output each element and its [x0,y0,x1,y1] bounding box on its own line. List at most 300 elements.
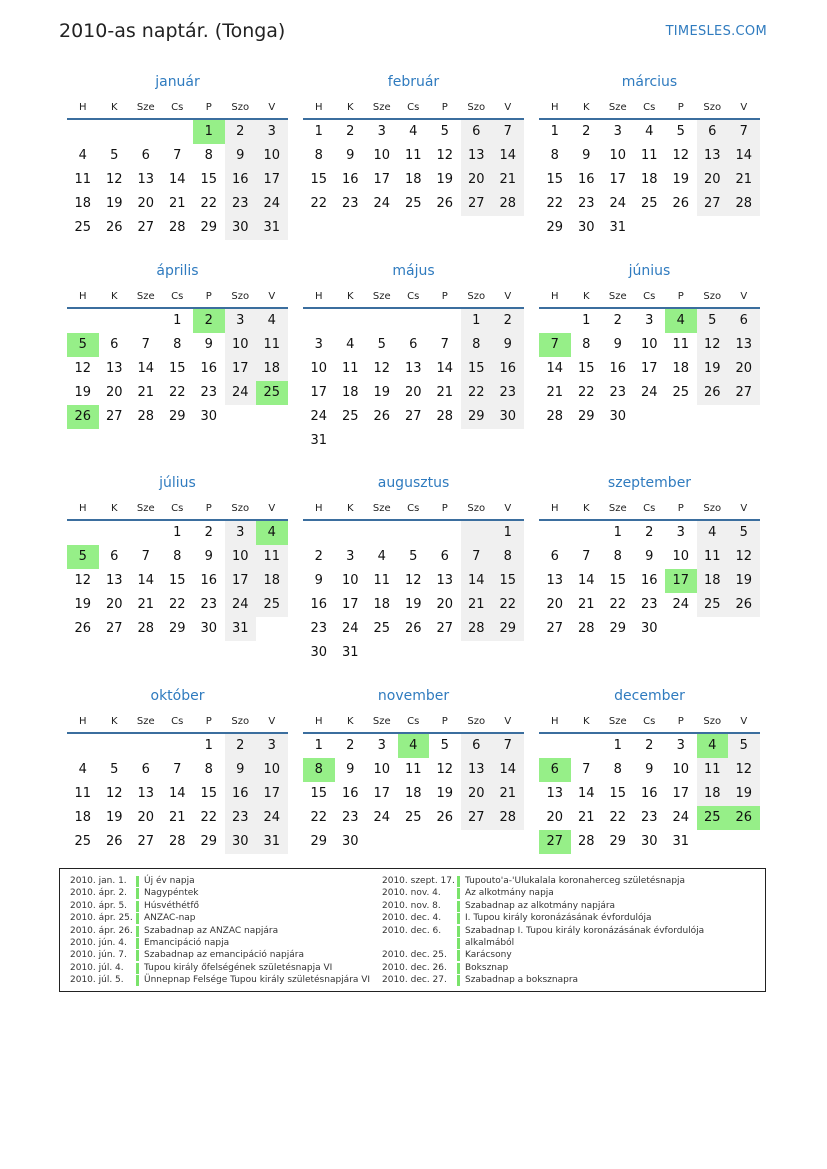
day-cell: 8 [314,148,323,163]
weekday-header [303,287,524,309]
weekday-label: Cs [171,102,184,113]
day-blank [398,521,430,545]
day-cell: 5 [440,738,449,753]
day-cell: 2 [346,738,355,753]
day-cell: 30 [200,621,218,636]
day-cell: 8 [461,333,493,357]
day-cell: 22 [200,196,218,211]
weekday-label: K [346,503,354,514]
day-cell: 21 [577,597,595,612]
legend-left-column [70,875,370,987]
weekday-label: P [441,102,448,113]
day-cell: 19 [728,782,760,806]
month-7 [303,473,524,665]
month-0 [67,72,288,240]
day-grid [539,120,760,240]
day-cell: 13 [546,786,564,801]
day-cell: 1 [613,738,622,753]
day-cell: 18 [640,172,658,187]
day-cell: 7 [728,120,760,144]
holiday-day: 17 [665,569,697,593]
day-blank [130,734,162,758]
legend-right-column [382,875,704,987]
weekday-label: Cs [171,291,184,302]
day-cell: 22 [461,381,493,405]
day-cell: 5 [697,309,729,333]
day-cell: 17 [310,385,328,400]
day-cell: 28 [577,621,595,636]
day-blank [130,120,162,144]
day-cell: 19 [436,172,454,187]
day-cell: 12 [436,148,454,163]
day-cell: 17 [373,172,391,187]
day-blank [571,521,603,545]
day-cell: 25 [697,593,729,617]
day-cell: 9 [314,573,323,588]
day-cell: 23 [225,192,257,216]
day-cell: 21 [492,782,524,806]
legend-holiday-name: Ünnepnap Felsége Tupou király születésnapjára VI [144,975,371,986]
day-cell: 19 [105,196,123,211]
day-cell: 25 [672,385,690,400]
weekday-label: K [346,716,354,727]
day-cell: 19 [74,385,92,400]
day-cell: 5 [728,521,760,545]
weekday-label: K [582,102,590,113]
legend-color-bar [136,975,139,986]
day-cell: 25 [74,834,92,849]
day-cell: 16 [225,168,257,192]
weekday-label: Cs [171,716,184,727]
day-cell: 29 [492,617,524,641]
day-cell: 26 [74,621,92,636]
day-cell: 24 [640,385,658,400]
day-cell: 5 [728,734,760,758]
day-cell: 5 [676,124,685,139]
day-blank [130,309,162,333]
day-cell: 24 [310,409,328,424]
day-cell: 19 [728,569,760,593]
legend-date: 2010. jún. 7. [70,950,127,961]
day-cell: 12 [728,545,760,569]
day-cell: 23 [225,806,257,830]
day-grid [303,120,524,216]
legend-holiday-name: Új év napja [144,876,195,886]
day-cell: 14 [461,569,493,593]
weekday-label: Szo [467,503,486,514]
day-blank [99,521,131,545]
day-cell: 14 [168,172,186,187]
weekday-label: H [78,102,87,113]
legend-holiday-name: Boksznap [465,962,509,973]
day-cell: 21 [546,385,564,400]
day-cell: 22 [492,593,524,617]
weekday-label: K [110,716,118,727]
day-cell: 18 [373,597,391,612]
day-blank [67,120,99,144]
day-cell: 18 [341,385,359,400]
legend-row [70,949,370,961]
weekday-label: V [504,291,512,302]
weekday-label: Sze [136,102,155,113]
weekday-label: P [205,291,212,302]
weekday-label: Cs [643,291,656,302]
day-cell: 9 [204,549,213,564]
day-cell: 27 [137,834,155,849]
day-blank [99,309,131,333]
legend-date: 2010. dec. 26. [382,962,447,973]
day-grid [539,734,760,854]
day-cell: 4 [78,148,87,163]
weekday-label: Sze [136,716,155,727]
day-cell: 14 [137,361,155,376]
weekday-header [303,712,524,734]
legend-date: 2010. szept. 17. [382,876,455,886]
legend-date: 2010. júl. 4. [70,962,124,973]
day-cell: 14 [546,361,564,376]
day-cell: 2 [582,124,591,139]
day-cell: 20 [546,597,564,612]
day-cell: 15 [609,573,627,588]
month-4 [303,261,524,453]
day-cell: 13 [137,786,155,801]
legend-holiday-name: Szabadnap I. Tupou király koronázásának évfordulója [465,925,705,936]
day-cell: 31 [672,834,690,849]
day-cell: 21 [137,385,155,400]
day-cell: 26 [404,621,422,636]
day-cell: 28 [577,834,595,849]
day-cell: 11 [373,573,391,588]
day-cell: 20 [105,385,123,400]
day-cell: 27 [461,192,493,216]
holiday-day: 1 [193,120,225,144]
day-cell: 28 [436,409,454,424]
day-cell: 10 [672,549,690,564]
legend-date: 2010. dec. 6. [382,925,442,936]
weekday-label: V [504,102,512,113]
weekday-label: V [268,716,276,727]
day-cell: 2 [314,549,323,564]
day-cell: 29 [546,220,564,235]
month-1 [303,72,524,216]
weekday-label: Sze [608,503,627,514]
day-cell: 9 [582,148,591,163]
day-cell: 3 [314,337,323,352]
day-cell: 8 [550,148,559,163]
day-cell: 24 [225,593,257,617]
day-cell: 1 [582,313,591,328]
day-cell: 6 [409,337,418,352]
day-cell: 24 [256,192,288,216]
legend-date: 2010. dec. 27. [382,975,447,986]
weekday-label: K [346,291,354,302]
legend-color-bar [136,938,139,949]
weekday-label: Sze [372,102,391,113]
legend-row [70,875,370,887]
day-cell: 17 [341,597,359,612]
day-blank [461,521,493,545]
holiday-day: 25 [256,381,288,405]
day-cell: 6 [728,309,760,333]
day-cell: 22 [546,196,564,211]
day-cell: 21 [137,597,155,612]
legend-holiday-name: Karácsony [465,950,512,961]
day-cell: 9 [613,337,622,352]
day-cell: 14 [577,786,595,801]
day-cell: 9 [225,144,257,168]
day-cell: 26 [697,381,729,405]
legend-row [382,887,704,899]
day-cell: 11 [404,762,422,777]
day-cell: 7 [141,337,150,352]
day-cell: 15 [168,361,186,376]
day-grid [539,521,760,641]
day-cell: 14 [137,573,155,588]
weekday-header [67,499,288,521]
day-cell: 6 [461,120,493,144]
day-cell: 26 [105,834,123,849]
day-grid [67,521,288,641]
legend-row [70,937,370,949]
day-cell: 12 [728,758,760,782]
weekday-label: H [314,291,323,302]
day-cell: 5 [409,549,418,564]
legend-row [382,962,704,974]
legend-row [382,875,704,887]
legend-color-bar [136,888,139,899]
weekday-label: Szo [231,503,250,514]
day-blank [539,521,571,545]
day-grid [303,309,524,453]
holiday-legend [59,868,766,992]
day-cell: 28 [461,617,493,641]
day-cell: 2 [204,525,213,540]
weekday-label: H [550,716,559,727]
legend-color-bar [457,901,460,912]
day-cell: 2 [613,313,622,328]
weekday-label: V [740,503,748,514]
day-cell: 3 [225,309,257,333]
legend-color-bar [136,926,139,937]
day-cell: 7 [461,545,493,569]
day-cell: 10 [225,333,257,357]
day-cell: 4 [697,521,729,545]
day-cell: 7 [141,549,150,564]
weekday-header [539,712,760,734]
weekday-label: P [441,291,448,302]
day-cell: 20 [461,782,493,806]
day-cell: 18 [404,786,422,801]
day-blank [366,309,398,333]
weekday-label: P [205,102,212,113]
day-cell: 16 [577,172,595,187]
day-cell: 12 [404,573,422,588]
day-cell: 12 [105,172,123,187]
day-cell: 30 [225,216,257,240]
legend-color-bar [457,950,460,961]
day-cell: 9 [225,758,257,782]
legend-row [382,900,704,912]
weekday-header [539,98,760,120]
day-cell: 13 [461,144,493,168]
day-cell: 23 [492,381,524,405]
day-cell: 23 [200,597,218,612]
day-cell: 30 [640,621,658,636]
day-blank [539,309,571,333]
day-cell: 12 [74,573,92,588]
day-cell: 20 [728,357,760,381]
day-blank [67,309,99,333]
day-cell: 18 [672,361,690,376]
day-cell: 3 [613,124,622,139]
day-cell: 11 [74,786,92,801]
month-3 [67,261,288,429]
weekday-label: P [205,716,212,727]
day-cell: 3 [676,525,685,540]
day-cell: 23 [577,196,595,211]
legend-holiday-name: Szabadnap a boksznapra [465,975,579,986]
day-grid [539,309,760,429]
day-cell: 12 [105,786,123,801]
day-cell: 19 [105,810,123,825]
day-cell: 8 [582,337,591,352]
day-cell: 16 [640,786,658,801]
day-cell: 8 [613,762,622,777]
day-cell: 11 [256,545,288,569]
day-cell: 31 [256,830,288,854]
weekday-header [67,287,288,309]
legend-holiday-name: I. Tupou király koronázásának évfordulója [465,913,652,924]
day-cell: 26 [728,593,760,617]
day-cell: 20 [137,810,155,825]
legend-row [70,974,370,986]
day-cell: 1 [613,525,622,540]
day-cell: 22 [310,810,328,825]
day-blank [67,734,99,758]
day-cell: 15 [168,573,186,588]
day-cell: 22 [577,385,595,400]
day-cell: 14 [168,786,186,801]
day-cell: 28 [492,806,524,830]
day-cell: 21 [436,385,454,400]
day-cell: 24 [225,381,257,405]
legend-date: 2010. ápr. 2. [70,888,128,899]
day-cell: 23 [341,810,359,825]
day-cell: 8 [173,549,182,564]
day-cell: 7 [173,762,182,777]
day-cell: 20 [461,168,493,192]
day-cell: 11 [672,337,690,352]
holiday-day: 2 [193,309,225,333]
holiday-day: 8 [303,758,335,782]
day-cell: 31 [225,617,257,641]
day-cell: 17 [640,361,658,376]
day-cell: 26 [436,810,454,825]
weekday-label: K [582,716,590,727]
day-cell: 20 [697,168,729,192]
weekday-label: Szo [703,291,722,302]
day-cell: 5 [440,124,449,139]
day-cell: 17 [225,357,257,381]
day-cell: 13 [137,172,155,187]
day-cell: 23 [640,597,658,612]
brand-logo[interactable]: TIMESLES.COM [665,24,767,39]
weekday-label: Cs [171,503,184,514]
legend-holiday-name: Szabadnap az alkotmány napjára [465,900,616,911]
weekday-label: V [268,503,276,514]
day-blank [398,309,430,333]
day-cell: 12 [373,361,391,376]
weekday-label: V [740,102,748,113]
day-cell: 6 [550,549,559,564]
weekday-label: Cs [407,716,420,727]
weekday-label: Sze [608,291,627,302]
day-cell: 22 [609,810,627,825]
weekday-label: P [677,102,684,113]
legend-row [382,925,704,937]
day-blank [162,120,194,144]
month-name: augusztus [377,475,450,491]
day-cell: 2 [346,124,355,139]
day-cell: 6 [141,148,150,163]
day-cell: 1 [314,124,323,139]
day-cell: 14 [492,758,524,782]
day-cell: 10 [341,573,359,588]
month-name: november [377,688,450,704]
holiday-day: 4 [256,521,288,545]
day-cell: 19 [373,385,391,400]
day-cell: 21 [492,168,524,192]
day-cell: 10 [256,144,288,168]
day-cell: 3 [676,738,685,753]
day-cell: 28 [728,192,760,216]
weekday-header [539,287,760,309]
day-cell: 2 [225,734,257,758]
weekday-header [303,98,524,120]
month-name: május [392,263,435,279]
day-cell: 6 [440,549,449,564]
day-cell: 16 [640,573,658,588]
day-cell: 6 [697,120,729,144]
day-cell: 25 [341,409,359,424]
day-cell: 3 [377,124,386,139]
weekday-label: H [550,503,559,514]
day-cell: 20 [436,597,454,612]
day-cell: 13 [404,361,422,376]
day-cell: 6 [110,549,119,564]
day-cell: 2 [645,738,654,753]
day-cell: 11 [404,148,422,163]
weekday-label: H [314,102,323,113]
weekday-header [67,712,288,734]
weekday-label: H [314,503,323,514]
day-cell: 22 [168,385,186,400]
day-cell: 11 [697,758,729,782]
day-cell: 12 [697,333,729,357]
day-cell: 10 [373,148,391,163]
month-8 [539,473,760,641]
weekday-label: P [205,503,212,514]
legend-color-bar [136,950,139,961]
legend-holiday-name: Emancipáció napja [144,938,230,949]
month-6 [67,473,288,641]
weekday-label: V [504,716,512,727]
day-cell: 17 [256,782,288,806]
day-cell: 17 [373,786,391,801]
day-cell: 30 [310,645,328,660]
day-cell: 6 [461,734,493,758]
weekday-label: Szo [467,716,486,727]
